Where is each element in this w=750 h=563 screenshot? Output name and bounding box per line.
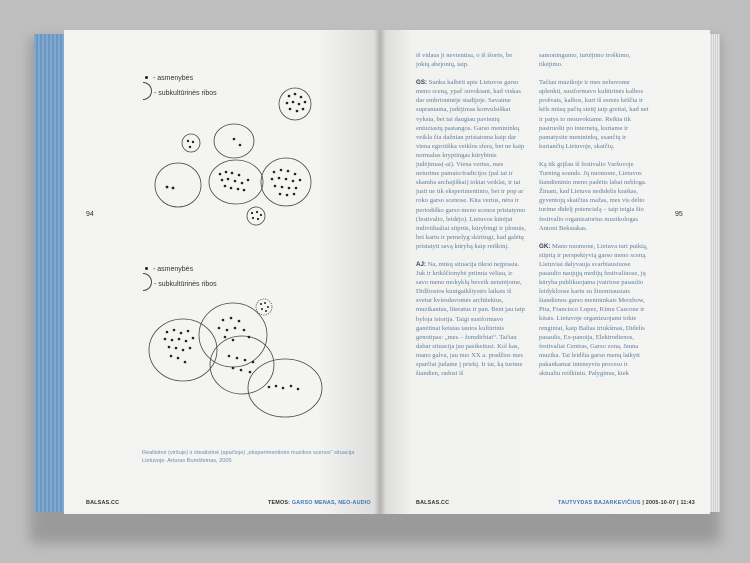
book-spine (374, 30, 386, 514)
footer-left-brand: BALSAS.CC (86, 500, 120, 506)
scene-circle (248, 359, 322, 417)
scene-circle (199, 303, 267, 367)
speaker-initials: GS: (416, 79, 428, 87)
page-number-left: 94 (86, 211, 94, 218)
legend-boundary-label: - subkultūrinės ribos (154, 90, 217, 97)
speaker-initials: AJ: (416, 260, 426, 268)
paragraph (539, 242, 649, 378)
footer-topics-label: TEMOS: (268, 500, 291, 506)
scene-circle (261, 158, 311, 206)
diagram-idealistic (145, 290, 330, 420)
scene-circle (155, 163, 201, 207)
scene-circle (210, 336, 274, 394)
paragraph-text: Na, mūsų situacija tikrai nejprasta. Juk ir krikščionybė priimta vėliau, ir savo meno mokyklų beveik neturėjome, Didžiosios kunigaikštystės laikais iš svetur kviesdavomės architektus, muzikantus, literatus ir pan. Bent jau taip byloja istorija. Taigi susiformavo ganėtinai keistas tautos kultūrinis genotipas: „mes – žemdirbiai“. Tačiau dabar situacija jau pasikeitusi. Kol kas, mano galva, jau nuo XX a. pradžios mes sparčiai judame į priekį. Ir tai, ką turime šiandien, radosi iš (416, 260, 525, 378)
text-column-right (539, 51, 649, 387)
paragraph-text: Mano nuomone, Lietuva turi puikią, stiprią ir perspektyvią garso meno sceną. Lietuviai dalyvauja svarbiausiuose pasaulio naujųjų medijų festivaliuose, jų kūryba publikuojama įvairiose pasaulio leidykloose kartu su žinomiausiais šiandienos garso menininkais Merzbow, Pita, Francisco Lopez, Kimu Cascone ir kitais. Lietuvoje organizuojami tokie renginiai, kaip Baltas triukšmas, Didelis pasaulis, Ex-panoija, Elektrodienos, festivaliai Centras, Garso zona, Jauna muzika. Tai leidžia garso menų laikyti pakankamai intensyviu procesu ir aktualiu reiškiniu. Palyginus, kiek (539, 242, 648, 377)
diagram-realistic (140, 80, 340, 235)
legend-boundary-label: - subkultūrinės ribos (154, 281, 217, 288)
page-number-right: 95 (675, 211, 683, 218)
paragraph: iš vidaus ji nevientisa, o iš išorės, be jokių abejonių, taip. (416, 52, 513, 69)
legend-dot-label: - asmenybės (153, 75, 194, 82)
scene-circle (247, 207, 265, 225)
person-dots (164, 302, 300, 390)
paragraph: Ką tik grįžau iš festivalio Varšuvoje Turning sounds. Jų nuomone, Lietuvos šiandieninio meno padėtis labai nebloga. Žinant, kad Lietuva nedidelis kraštas, gyventojų skaičius mažas, mes vis dėlto turime didelį potencialą – taip teigia šio festivalio organizatorius muzikologas Antoni Beksiakas. (539, 160, 647, 232)
paragraph: samoningumo, turtėjimo troškimo, tikėjimo. (539, 52, 631, 69)
footer-topics-value: GARSO MENAS, NEO-AUDIO (291, 500, 371, 506)
figure-caption: Realistinė (viršuje) ir idealistinė (apačioje) „eksperimentinės muzikos scenos“ situacija Lietuvoje. Arturas Bumšteinas, 2005 (142, 450, 355, 464)
legend-dot-label: - asmenybės (153, 266, 194, 273)
footer-right-author (558, 500, 695, 506)
person-dot-icon (145, 76, 148, 79)
scene-circle (182, 134, 200, 152)
paragraph-text: Sunku kalbėti apie Lietuvos garso meno sceną, ypač suvokiant, kad viskas dar embrioninėje stadijoje. Savaime suprantama, judėjimas konvulsiškai vyksta, bet tai daugiau pavienių entuziastų pastangos. Garso menininkų veikla čia dažniau pristatoma kaip dar viena egzotiška veiklos sfera, bet ne kaip normalus kryptingas kūrybinis judėjimas(-ai). Viena vertus, mes neturime pamato/tradicijos (pal tai ir skamba archajiškai) tokiai veiklai, ir tai justi ne tik eksperimentinio, bet ir pop ar roko garso scenose. Kita vertus, nėra ir periodiško garso meno scenos pristatymo (festivalio, leidėjo). Lietuvos kūrėjai individualiai stiprūs, kūrybingi ir įdomūs, bet kartu ir pernelyg skirtingi, kad galėtų pristatyti savą kūrybą kaip reiškinį. (416, 79, 526, 250)
footer-right-brand: BALSAS.CC (416, 500, 450, 506)
footer-date: | 2005-10-07 | 11:43 (642, 500, 695, 506)
scene-circle (214, 124, 254, 158)
person-dot-icon (145, 267, 148, 270)
legend-bottom (143, 265, 243, 291)
paragraph: Tačiau muzikoje ir mes nebuvome aplenkti, susiformavo kultūrinės kalbos prošvais, kalbos, kuri iš esmės kėščia ir kėls mūsų pačių steitį taip greitai, kad net ir patys to nesuvokiame. Reikia tik pasiruošti po internetą, kuriame ir pamatysite menininkų, esančių ir kuriančių Lietuvoje, skaičių. (539, 79, 649, 150)
scene-circle (209, 160, 263, 204)
text-column-middle (416, 51, 526, 387)
person-dots (166, 93, 307, 220)
scene-circle (256, 299, 272, 315)
footer-left-topics (268, 500, 371, 506)
paragraph (416, 260, 526, 378)
footer-author-name: TAUTVYDAS BAJARKEVIČIUS (558, 500, 641, 506)
speaker-initials: GK: (539, 242, 551, 250)
paragraph (416, 78, 526, 251)
